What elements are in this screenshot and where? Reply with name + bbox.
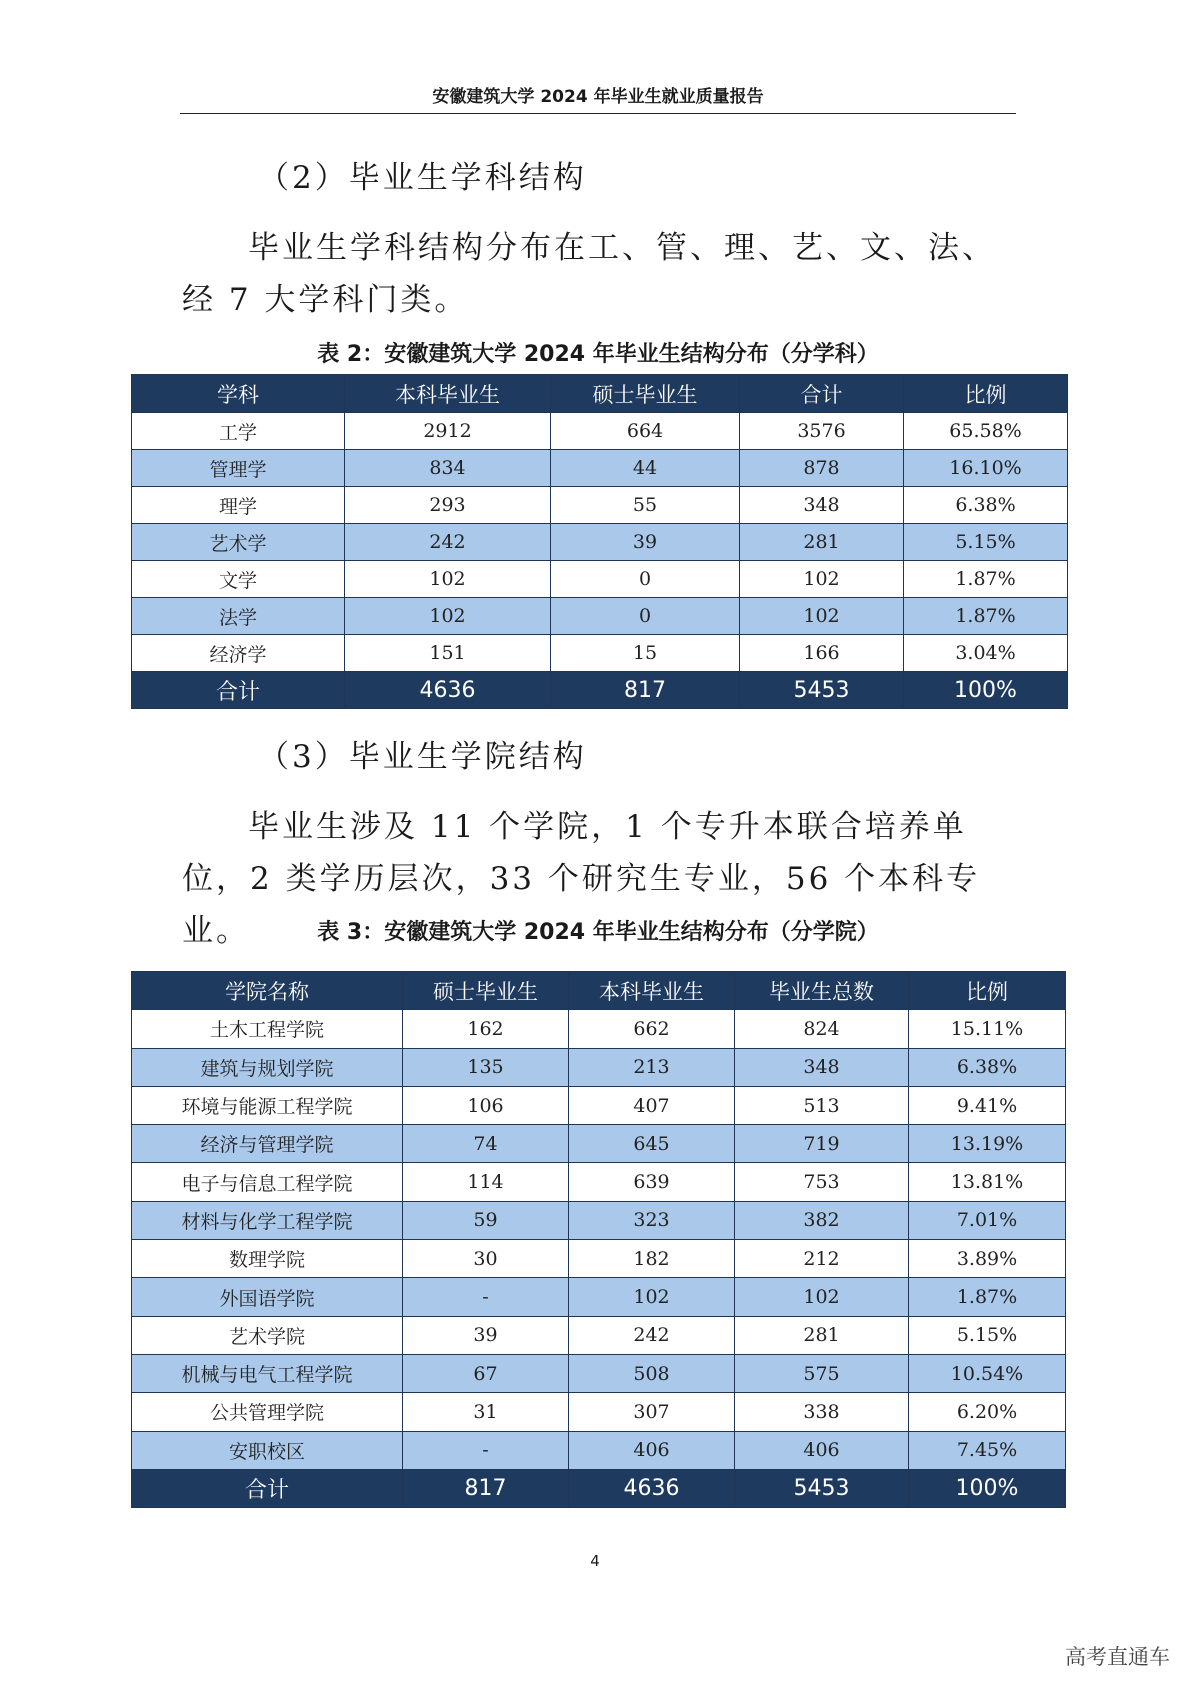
table-row: [132, 413, 1068, 450]
table-row: [132, 1278, 1066, 1316]
table-row: [132, 1393, 1066, 1431]
table-cell: 162: [403, 1010, 569, 1048]
table-row: [132, 1010, 1066, 1048]
column-header: 硕士毕业生: [403, 972, 569, 1010]
watermark: 高考直通车: [1065, 1645, 1170, 1669]
table-cell: 338: [735, 1393, 909, 1431]
table-cell: 环境与能源工程学院: [132, 1086, 403, 1124]
table-cell: 213: [569, 1048, 735, 1086]
table-cell: 323: [569, 1201, 735, 1239]
table-cell: 878: [740, 450, 904, 487]
table-cell: -: [403, 1431, 569, 1469]
table-header-row: [132, 972, 1066, 1010]
table-cell: 639: [569, 1163, 735, 1201]
table-cell: 834: [345, 450, 551, 487]
total-cell: 合计: [132, 672, 345, 709]
total-cell: 4636: [569, 1469, 735, 1507]
total-cell: 合计: [132, 1469, 403, 1507]
table-cell: 407: [569, 1086, 735, 1124]
section-heading-discipline: （2）毕业生学科结构: [258, 160, 587, 196]
column-header: 本科毕业生: [345, 375, 551, 413]
table-row: [132, 1431, 1066, 1469]
table-cell: 3576: [740, 413, 904, 450]
table-cell: 182: [569, 1240, 735, 1278]
table-cell: 406: [735, 1431, 909, 1469]
table-caption-college: 表 3：安徽建筑大学 2024 年毕业生结构分布（分学院）: [317, 920, 879, 945]
table-row: [132, 524, 1068, 561]
table-cell: 13.81%: [909, 1163, 1066, 1201]
table-row: [132, 1163, 1066, 1201]
table-row: [132, 1086, 1066, 1124]
page-number: 4: [590, 1552, 600, 1570]
table-cell: 102: [740, 561, 904, 598]
table-cell: 数理学院: [132, 1240, 403, 1278]
table-cell: 2912: [345, 413, 551, 450]
table-cell: 5.15%: [904, 524, 1068, 561]
column-header: 毕业生总数: [735, 972, 909, 1010]
table-cell: 30: [403, 1240, 569, 1278]
section-heading-college: （3）毕业生学院结构: [258, 739, 587, 775]
table-cell: 建筑与规划学院: [132, 1048, 403, 1086]
table-cell: 102: [345, 598, 551, 635]
column-header: 比例: [909, 972, 1066, 1010]
table-total-row: [132, 672, 1068, 709]
column-header: 学院名称: [132, 972, 403, 1010]
table-cell: 9.41%: [909, 1086, 1066, 1124]
total-cell: 5453: [735, 1469, 909, 1507]
table-cell: 理学: [132, 487, 345, 524]
table-cell: 575: [735, 1354, 909, 1392]
table-cell: 外国语学院: [132, 1278, 403, 1316]
total-cell: 100%: [904, 672, 1068, 709]
table-cell: -: [403, 1278, 569, 1316]
table-cell: 662: [569, 1010, 735, 1048]
table-cell: 719: [735, 1125, 909, 1163]
table-header-row: [132, 375, 1068, 413]
table-cell: 法学: [132, 598, 345, 635]
total-cell: 817: [403, 1469, 569, 1507]
table-cell: 艺术学: [132, 524, 345, 561]
table-cell: 5.15%: [909, 1316, 1066, 1354]
table-cell: 6.38%: [904, 487, 1068, 524]
table-cell: 135: [403, 1048, 569, 1086]
table-row: [132, 598, 1068, 635]
table-cell: 6.20%: [909, 1393, 1066, 1431]
table-cell: 7.45%: [909, 1431, 1066, 1469]
table-row: [132, 1048, 1066, 1086]
table-cell: 安职校区: [132, 1431, 403, 1469]
discipline-table: [131, 374, 1068, 709]
table-cell: 15: [551, 635, 740, 672]
table-row: [132, 1316, 1066, 1354]
table-cell: 1.87%: [909, 1278, 1066, 1316]
total-cell: 5453: [740, 672, 904, 709]
table-caption-discipline: 表 2：安徽建筑大学 2024 年毕业生结构分布（分学科）: [317, 342, 879, 367]
column-header: 学科: [132, 375, 345, 413]
table-cell: 212: [735, 1240, 909, 1278]
running-header: 安徽建筑大学 2024 年毕业生就业质量报告: [180, 84, 1016, 114]
table-cell: 293: [345, 487, 551, 524]
table-cell: 753: [735, 1163, 909, 1201]
table-cell: 材料与化学工程学院: [132, 1201, 403, 1239]
table-cell: 39: [551, 524, 740, 561]
table-row: [132, 635, 1068, 672]
table-cell: 382: [735, 1201, 909, 1239]
table-cell: 31: [403, 1393, 569, 1431]
table-row: [132, 1240, 1066, 1278]
table-cell: 文学: [132, 561, 345, 598]
table-cell: 406: [569, 1431, 735, 1469]
table-cell: 10.54%: [909, 1354, 1066, 1392]
column-header: 合计: [740, 375, 904, 413]
table-cell: 3.89%: [909, 1240, 1066, 1278]
table-cell: 307: [569, 1393, 735, 1431]
college-table: [131, 971, 1066, 1508]
table-cell: 7.01%: [909, 1201, 1066, 1239]
table-cell: 513: [735, 1086, 909, 1124]
table-row: [132, 561, 1068, 598]
paragraph-college: 毕业生涉及 11 个学院，1 个专升本联合培养单位，2 类学历层次，33 个研究生专业，56 个本科专业。: [182, 809, 981, 949]
table-cell: 土木工程学院: [132, 1010, 403, 1048]
table-cell: 管理学: [132, 450, 345, 487]
table-cell: 经济学: [132, 635, 345, 672]
table-row: [132, 1201, 1066, 1239]
table-cell: 102: [569, 1278, 735, 1316]
table-cell: 13.19%: [909, 1125, 1066, 1163]
table-row: [132, 450, 1068, 487]
column-header: 硕士毕业生: [551, 375, 740, 413]
total-cell: 817: [551, 672, 740, 709]
table-cell: 艺术学院: [132, 1316, 403, 1354]
table-cell: 55: [551, 487, 740, 524]
table-cell: 工学: [132, 413, 345, 450]
table-cell: 102: [345, 561, 551, 598]
table-cell: 0: [551, 561, 740, 598]
table-cell: 机械与电气工程学院: [132, 1354, 403, 1392]
table-cell: 242: [569, 1316, 735, 1354]
table-cell: 1.87%: [904, 561, 1068, 598]
table-cell: 3.04%: [904, 635, 1068, 672]
table-cell: 44: [551, 450, 740, 487]
table-cell: 645: [569, 1125, 735, 1163]
total-cell: 4636: [345, 672, 551, 709]
table-cell: 281: [735, 1316, 909, 1354]
table-total-row: [132, 1469, 1066, 1507]
table-cell: 114: [403, 1163, 569, 1201]
table-cell: 6.38%: [909, 1048, 1066, 1086]
table-cell: 824: [735, 1010, 909, 1048]
table-row: [132, 487, 1068, 524]
table-cell: 348: [735, 1048, 909, 1086]
table-cell: 151: [345, 635, 551, 672]
table-cell: 508: [569, 1354, 735, 1392]
table-cell: 664: [551, 413, 740, 450]
table-cell: 经济与管理学院: [132, 1125, 403, 1163]
table-row: [132, 1125, 1066, 1163]
table-cell: 0: [551, 598, 740, 635]
table-cell: 102: [735, 1278, 909, 1316]
column-header: 比例: [904, 375, 1068, 413]
table-row: [132, 1354, 1066, 1392]
table-cell: 1.87%: [904, 598, 1068, 635]
table-cell: 59: [403, 1201, 569, 1239]
table-cell: 电子与信息工程学院: [132, 1163, 403, 1201]
column-header: 本科毕业生: [569, 972, 735, 1010]
table-cell: 65.58%: [904, 413, 1068, 450]
table-cell: 39: [403, 1316, 569, 1354]
table-cell: 281: [740, 524, 904, 561]
table-cell: 348: [740, 487, 904, 524]
table-cell: 74: [403, 1125, 569, 1163]
table-cell: 16.10%: [904, 450, 1068, 487]
total-cell: 100%: [909, 1469, 1066, 1507]
table-cell: 102: [740, 598, 904, 635]
table-cell: 166: [740, 635, 904, 672]
table-cell: 106: [403, 1086, 569, 1124]
table-cell: 67: [403, 1354, 569, 1392]
table-cell: 15.11%: [909, 1010, 1066, 1048]
table-cell: 242: [345, 524, 551, 561]
paragraph-discipline: 毕业生学科结构分布在工、管、理、艺、文、法、经 7 大学科门类。: [182, 230, 996, 318]
table-cell: 公共管理学院: [132, 1393, 403, 1431]
